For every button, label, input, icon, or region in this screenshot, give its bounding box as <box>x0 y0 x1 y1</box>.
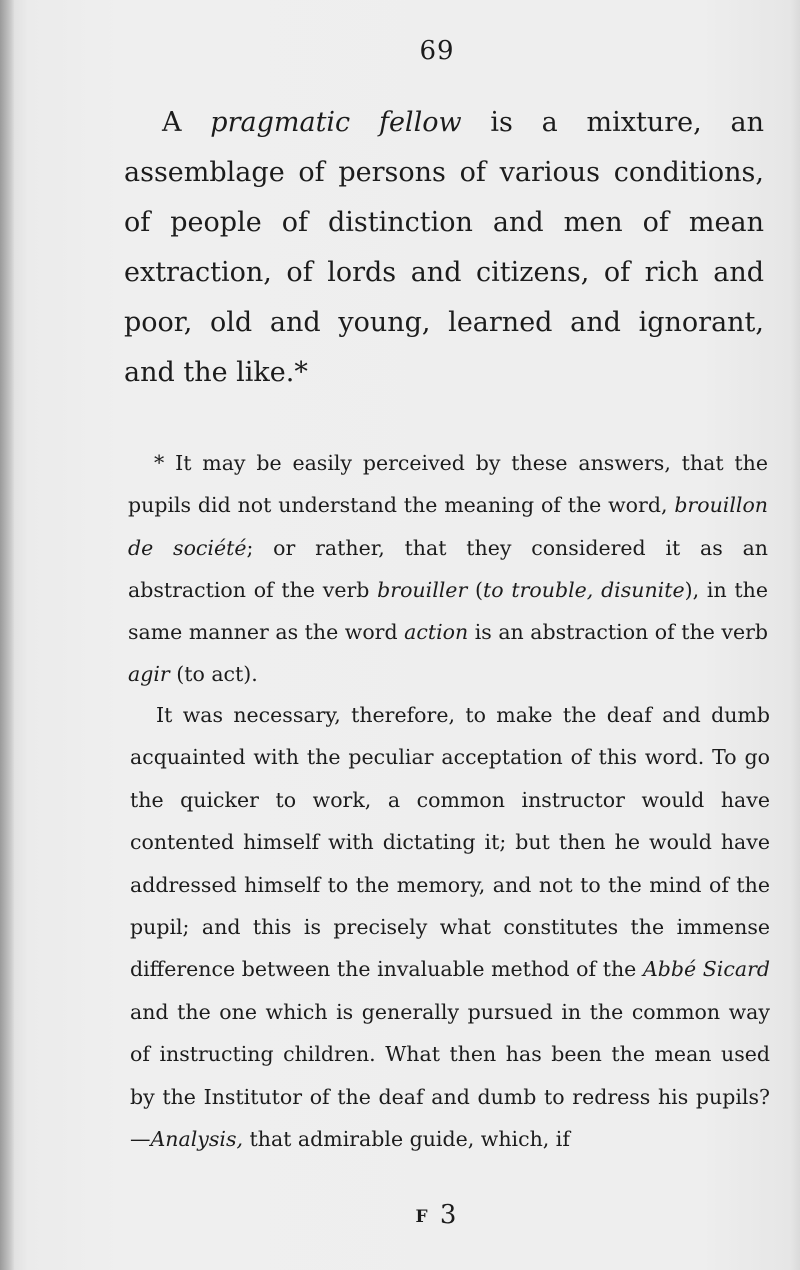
footnote-italic-1: brouillon de société <box>128 493 768 560</box>
footnote-italic-2: brouiller <box>377 577 468 602</box>
body-text-1: It was necessary, therefore, to make the deaf and dumb acquainted with the peculiar acceptation of this word. To go the quicker to work, a common instructor would have contented himself with dictating it; but then he would have addressed himself to the memory, and not to the mind of the pupil; and this is precisely what constitutes the immense difference between the invaluable method of the <box>130 703 770 982</box>
footnote-text-3: ( <box>467 577 484 602</box>
footnote-text-1: * It may be easily perceived by these answers, that the pupils did not understand the meaning of the word, <box>128 451 768 518</box>
footnote <box>128 442 768 696</box>
footnote-text-6: (to act). <box>169 662 258 687</box>
main-paragraph-text: is a mixture, an assemblage of persons of various conditions, of people of distinction and men of mean extraction, of lords and citizens, of rich and poor, old and young, learned and ignorant, and the like.* <box>124 107 764 388</box>
footnote-text-4: ), in the same manner as the word <box>128 577 768 645</box>
body-paragraph <box>130 694 770 1160</box>
main-paragraph-term: pragmatic fellow <box>210 107 462 138</box>
main-paragraph-lead: A <box>162 107 211 138</box>
footnote-italic-4: action <box>404 620 469 645</box>
body-text-2: and the one which is generally pursued in the common way of instructing children. What then has been the mean used by the Institutor of the deaf and dumb to redress his pupils?— <box>130 999 770 1152</box>
footnote-italic-3: to trouble, disunite <box>483 577 685 602</box>
main-paragraph <box>124 98 764 398</box>
footnote-italic-5: agir <box>128 662 170 687</box>
body-text-3: that admirable guide, which, if <box>242 1127 570 1152</box>
footnote-text-5: is an abstraction of the verb <box>468 620 768 645</box>
signature-letter: F <box>415 1207 430 1227</box>
body-italic-1: Abbé Sicard <box>642 957 770 982</box>
page-number: 69 <box>419 36 455 66</box>
signature-number: 3 <box>439 1200 459 1230</box>
body-italic-2: Analysis, <box>150 1127 243 1152</box>
footnote-text-2: ; or rather, that they considered it as an abstraction of the verb <box>128 535 768 602</box>
signature-mark <box>0 1200 800 1230</box>
page-gutter-shadow <box>0 0 14 1270</box>
